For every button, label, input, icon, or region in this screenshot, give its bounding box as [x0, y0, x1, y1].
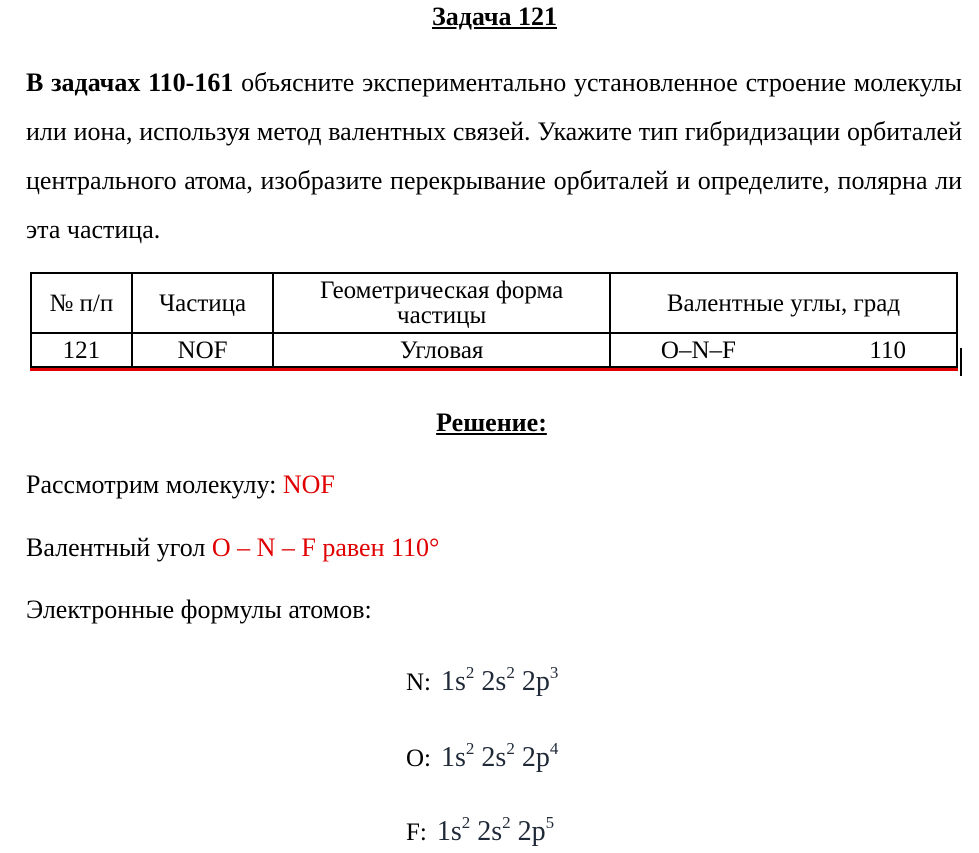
- header-angles: Валентные углы, град: [610, 273, 957, 333]
- task-statement: [26, 58, 962, 254]
- formula-config: $1s^2$ $2s^2$ $2p^4$: [441, 739, 559, 773]
- angle-value: 110: [869, 336, 906, 364]
- task-title: Задача 121: [432, 2, 557, 31]
- angle-line-label: Валентный угол: [26, 533, 212, 562]
- cell-num: 121: [31, 333, 132, 367]
- task-range: В задачах 110-161: [26, 68, 234, 97]
- formula-element: N:: [406, 669, 431, 696]
- header-particle: Частица: [132, 273, 274, 333]
- angle-line: [26, 531, 439, 565]
- particle-table: [30, 272, 958, 368]
- solution-title: Решение:: [436, 408, 547, 437]
- formula-config: $1s^2$ $2s^2$ $2p^3$: [441, 663, 559, 697]
- angle-label: O–N–F: [660, 336, 736, 364]
- formula-element: F:: [406, 819, 427, 846]
- formula-n: [406, 662, 558, 703]
- text-cursor: [960, 348, 962, 376]
- cell-particle: NOF: [132, 333, 274, 367]
- formula-f: [406, 812, 554, 853]
- formula-o: [406, 738, 558, 779]
- consider-label: Рассмотрим молекулу:: [26, 470, 283, 499]
- task-text: объясните экспериментально установленное строение молекулы или иона, используя метод валентных связей. Укажите тип гибридизации орбиталей центрального атома, изобразите перекрывание орбиталей и определите, полярна ли эта частица.: [26, 68, 962, 244]
- cell-shape: Угловая: [273, 333, 609, 367]
- table-header-row: [31, 273, 957, 333]
- angle-line-value: O – N – F равен 110°: [211, 533, 440, 562]
- cell-angle: [610, 333, 957, 367]
- header-num: № п/п: [31, 273, 132, 333]
- red-underline: [30, 368, 958, 371]
- formula-config: $1s^2$ $2s^2$ $2p^5$: [436, 813, 555, 847]
- consider-line: [26, 468, 335, 502]
- formula-element: O:: [406, 745, 431, 772]
- molecule-formula: NOF: [282, 470, 335, 499]
- table-row: [31, 333, 957, 367]
- header-shape: Геометрическая форма частицы: [273, 273, 609, 333]
- formulas-title: Электронные формулы атомов:: [26, 595, 372, 624]
